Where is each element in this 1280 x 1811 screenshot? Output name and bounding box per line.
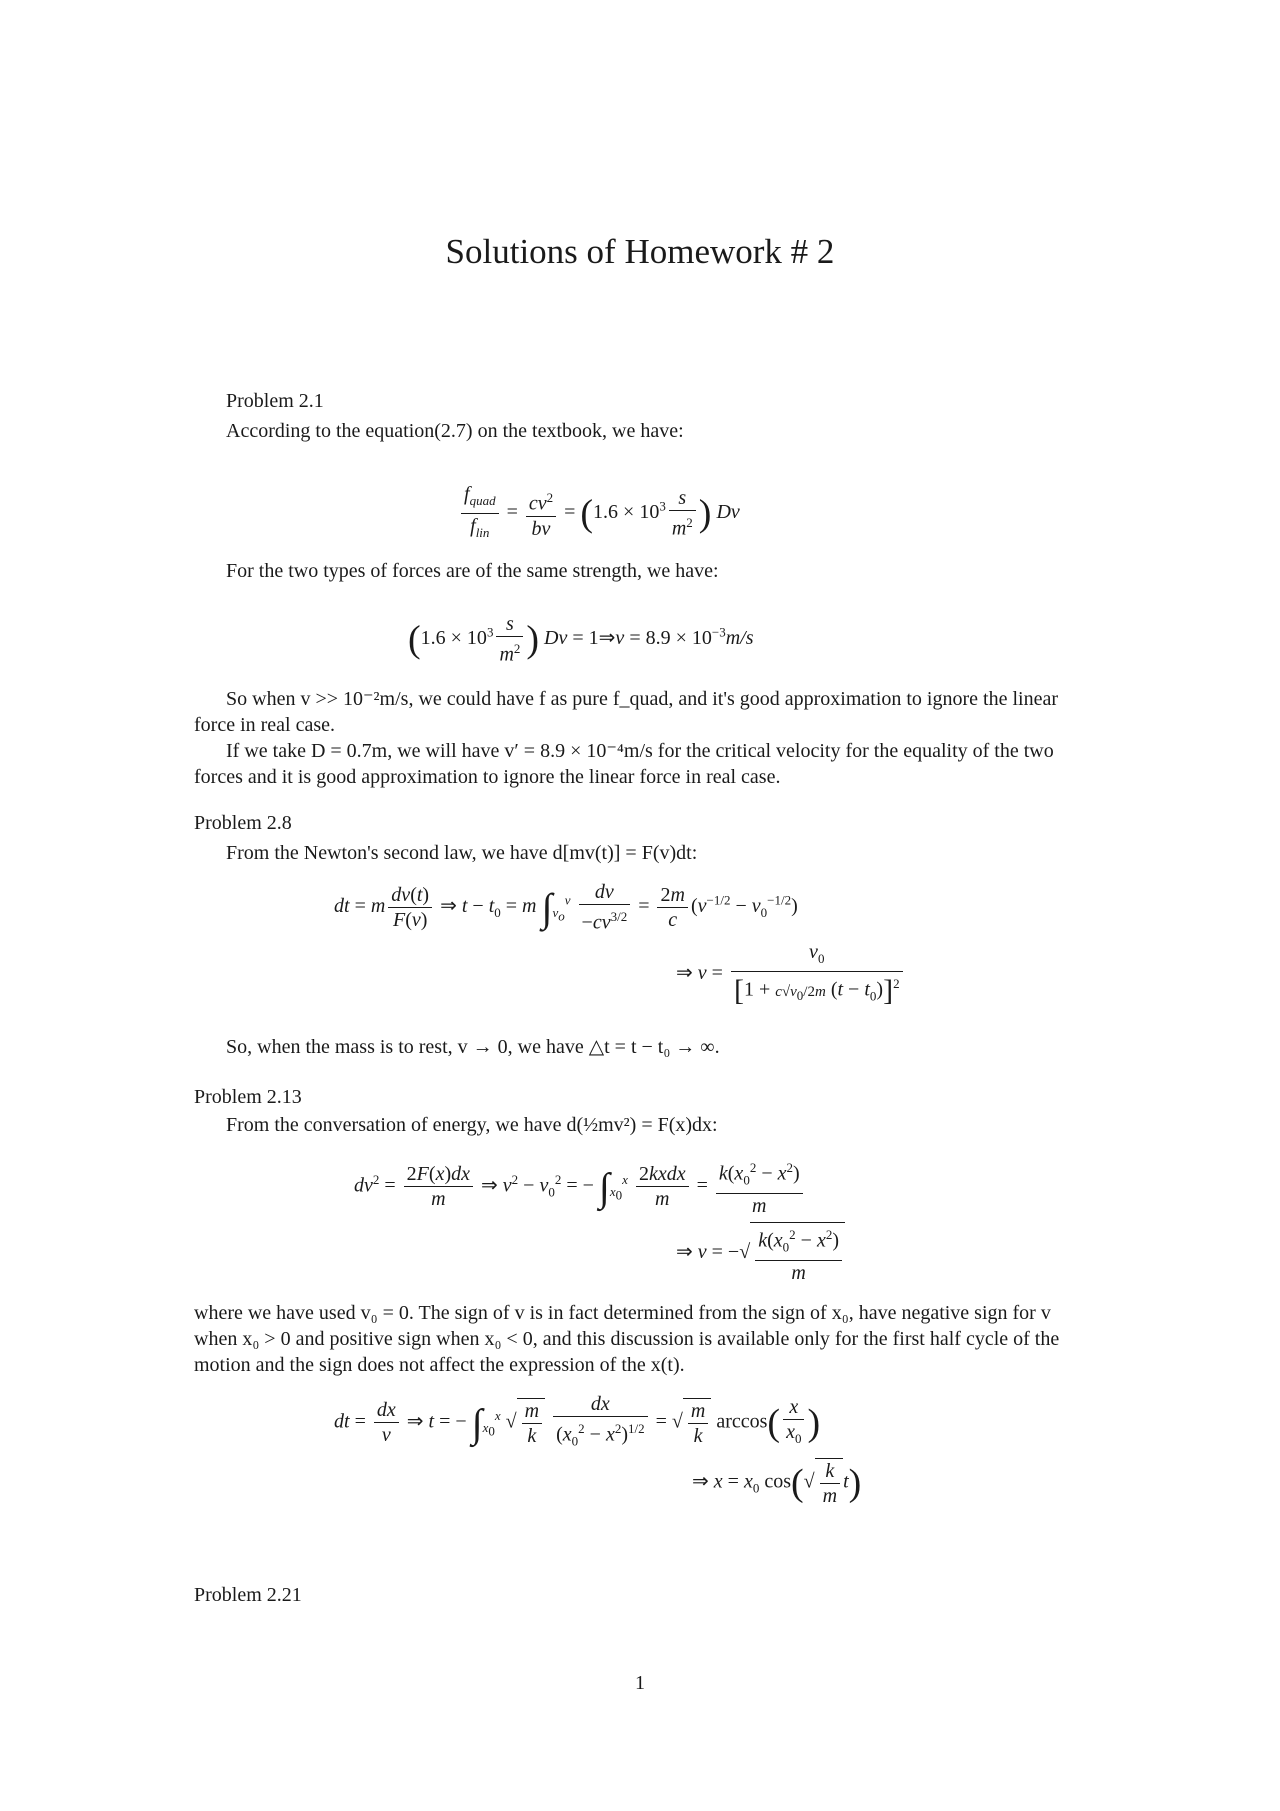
- problem-2-13-heading: Problem 2.13: [194, 1086, 302, 1108]
- equation-velocity-solution: ⇒ v = $\frac{v_0}{[1 + c√v_0/2m (t - t_0)]^2}$: [676, 940, 906, 1009]
- problem-2-8-conclusion: So, when the mass is to rest, v → 0, we have △t = t − t₀ → ∞.: [226, 1036, 720, 1058]
- problem-2-1-paragraph-2: If we take D = 0.7m, we will have v′ = 8.9 × 10⁻⁴m/s for the critical velocity for the equality of the two forces and it is good approximation to ignore the linear force in real case.: [194, 740, 1054, 788]
- document-title: Solutions of Homework # 2: [445, 232, 835, 271]
- problem-2-21-heading: Problem 2.21: [194, 1584, 302, 1606]
- equation-equal-strength: ($1.6 \times 10^3$ $\frac{s}{m^2}$ ) Dv = 1⇒v = $8.9 \times 10^{-3}m/s$: [408, 613, 754, 666]
- problem-2-1-heading: Problem 2.1: [226, 390, 324, 412]
- equation-velocity-sqrt: ⇒ v = −√ $\frac{k(x_0^2 - x^2)}{m}$: [676, 1222, 845, 1285]
- page-number: 1: [635, 1672, 645, 1694]
- problem-2-8-intro: From the Newton's second law, we have d[mv(t)] = F(v)dt:: [226, 842, 698, 864]
- problem-2-1-intro: According to the equation(2.7) on the textbook, we have:: [226, 420, 684, 442]
- equation-energy-integral: $dv^2$ = $\frac{2F(x)dx}{m}$ ⇒ $v^2 - v_0^2$ = − $\int_{x_0}^x$ $\frac{\text{2kxdx}}{m}$ = $\frac{k(x_0^2 - x^2)}{m}$: [354, 1156, 806, 1218]
- problem-2-8-heading: Problem 2.8: [194, 812, 292, 834]
- equation-position-cos: ⇒ $x = x_0$ cos(√ $\frac{k}{m}$ t): [692, 1460, 862, 1507]
- equation-time-integral: dt = m $\frac{dv(t)}{F(v)}$ ⇒ $t - t_0 = m$ $\int_{v_o}^v$ $\frac{dv}{-cv^{3/2}}$ = $\frac{2m}{c}$ $(v^{-1/2} - v_0^{-1/2})$: [334, 881, 798, 934]
- problem-2-1-paragraph-1: So when v >> 10⁻²m/s, we could have f as pure f_quad, and it's good approximation to ignore the linear force in real case.: [194, 688, 1058, 736]
- equation-time-arccos: dt = $\frac{dx}{v}$ ⇒ t = − $\int_{x_0}^x$ √ $\frac{m}{k}$ $\frac{dx}{(x_0^2 - x^2)^{1/2}}$ = √ $\frac{m}{k}$ arccos( $\frac{x}{x_0}$ ): [334, 1393, 821, 1449]
- problem-2-13-paragraph: where we have used v₀ = 0. The sign of v is in fact determined from the sign of x₀, have negative sign for v when x₀ > 0 and positive sign when x₀ < 0, and this discussion is available only for the first half cycle of the motion and the sign does not affect the expression of the x(t).: [194, 1302, 1060, 1376]
- equation-force-ratio: $\frac{f_{quad}}{f_{lin}}$ = $\frac{cv^2}{bv}$ = ($1.6 \times 10^3$ $\frac{s}{m^2}$ ) Dv: [458, 482, 740, 545]
- problem-2-1-text: For the two types of forces are of the same strength, we have:: [226, 560, 719, 582]
- problem-2-13-intro: From the conversation of energy, we have d(½mv²) = F(x)dx:: [226, 1114, 718, 1136]
